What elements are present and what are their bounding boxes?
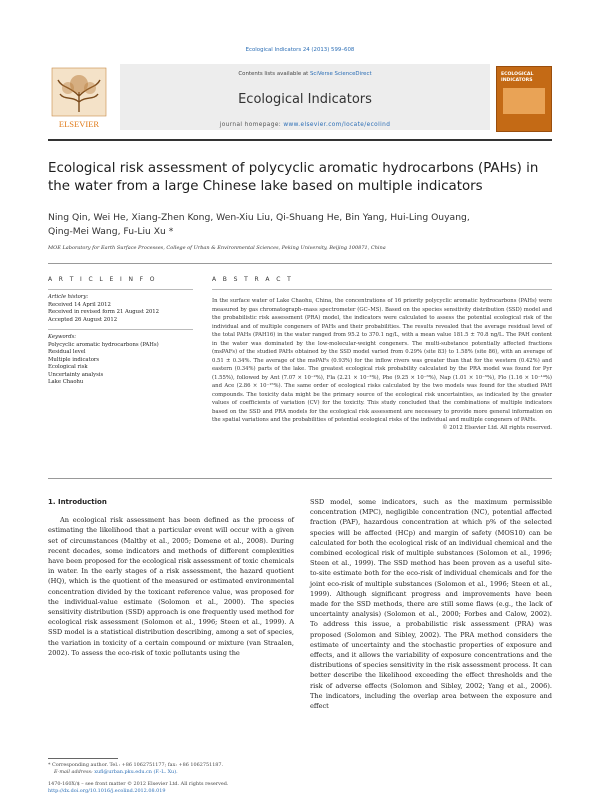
history-label: Article history: xyxy=(48,294,89,300)
journal-masthead xyxy=(48,64,552,137)
affiliation: MOE Laboratory for Earth Surface Processes, College of Urban & Environmental Sciences, Peking University, Beijing 100871, China xyxy=(48,245,386,251)
email-link[interactable]: xufl@urban.pku.edu.cn (F.-L. Xu). xyxy=(94,769,178,775)
abstract-heading: A B S T R A C T xyxy=(212,276,294,283)
keywords-rule xyxy=(48,329,193,330)
abstract-text: In the surface water of Lake Chaohu, China, the concentrations of 16 priority polycyclic aromatic hydrocarbons (PAHs) were measured by gas chromatograph–mass spectrometer (GC–MS). Based on the species sensitivity distribution (SSD) model and the probabilistic risk assessment (PRA) model, the indicators were calculated to assess the potential ecological risk of the individual and of multiple congeners of PAHs and their probabilities. The results revealed that the average residual level of the total PAHs (PAH16) in the water ranged from 95.2 to 370.1 ng/L, with a mean value 181.5 ± 70.8 ng/L. The PAH content in the water was dominated by the low-molecular-weight congeners. The multi-substance potentially affected fractions (msPAFs) of the studied PAHs obtained by the SSD model varied from 0.29% (site 83) to 1.58% (site 86), with an average of 0.51 ± 0.34%. The average of the msPAFs (0.93%) for the inflow rivers was greater than that for the western (0.42%) and eastern (0.34%) parts of the lake. The greatest ecological risk probability calculated by the PRA model was found for Pyr (1.55%), followed by Ant (7.07 × 10⁻²%), Fla (2.21 × 10⁻²%), Phe (9.25 × 10⁻⁶%), Nap (1.01 × 10⁻⁵%), Flo (1.16 × 10⁻¹⁴%) and Ace (2.86 × 10⁻¹⁵%). The same order of ecological risks calculated by the two models was found for the studied PAH compounds. The toxicity data might be the primary source of the ecological risk uncertainties, as indicated by the greater values of coefficients of variation (CV) for the toxicity. This study concluded that the combinations of multiple indicators based on the SSD and PRA models for the ecological risk assessment are necessary to provide more general information on the spatial variations and the probabilities of potential ecological risks of the individual and multiple congeners of PAHs. xyxy=(212,298,552,423)
authors-line-2[interactable]: Qing-Mei Wang, Fu-Liu Xu * xyxy=(48,226,174,237)
intro-paragraph-1: An ecological risk assessment has been defined as the process of estimating the likelihood that a particular event will occur with a given set of circumstances (Maltby et al., 2005; Domene et al., 2008). During recent decades, some indicators and methods of different complexities have been proposed for the ecological risk assessment of toxic chemicals in water. In the early stages of a risk assessment, the hazard quotient (HQ), which is the quotient of the measured or estimated environmental concentration divided by the toxicant reference value, was proposed for the individual-value estimate (Solomon et al., 2000). The species sensitivity distribution (SSD) approach is one frequently used method for ecological risk assessment (Solomon et al., 1996; Steen et al., 1999). A SSD model is a statistical distribution describing, among a set of species, the variation in toxicity of a certain compound or mixture (van Straalen, 2002). To assess the eco-risk of toxic pollutants using the xyxy=(48,516,294,657)
journal-citation[interactable]: Ecological Indicators 24 (2013) 599–608 xyxy=(245,47,355,53)
footnote-divider xyxy=(48,758,118,759)
email-label: E-mail address: xyxy=(54,769,93,775)
abstract-divider xyxy=(48,478,552,479)
authors-line-1[interactable]: Ning Qin, Wei He, Xiang-Zhen Kong, Wen-Xiu Liu, Qi-Shuang He, Bin Yang, Hui-Ling Ouyang, xyxy=(48,212,470,223)
corresponding-author-note: * Corresponding author. Tel.: +86 1062751177; fax: +86 1062751187. xyxy=(48,762,224,768)
section-heading-introduction: 1. Introduction xyxy=(48,498,107,506)
keyword-item: Lake Chaohu xyxy=(48,379,84,385)
body-column-right xyxy=(310,497,552,711)
keywords-list xyxy=(48,334,193,387)
email-note xyxy=(48,769,294,776)
journal-name: Ecological Indicators xyxy=(238,92,372,107)
abstract-rule xyxy=(212,289,552,290)
issn-line: 1470-160X/$ – see front matter © 2012 Elsevier Ltd. All rights reserved. xyxy=(48,781,229,787)
article-info-heading: A R T I C L E I N F O xyxy=(48,276,157,283)
homepage-line xyxy=(120,122,490,128)
copyright-notice: © 2012 Elsevier Ltd. All rights reserved. xyxy=(442,424,552,431)
keyword-item: Ecological risk xyxy=(48,364,88,370)
footnotes xyxy=(48,762,294,776)
front-matter xyxy=(48,781,294,794)
elsevier-logo[interactable] xyxy=(48,66,110,132)
abstract-panel xyxy=(212,276,552,431)
keyword-item: Multiple indicators xyxy=(48,356,100,363)
tree-logo-icon xyxy=(48,66,110,132)
doi-link[interactable]: http://dx.doi.org/10.1016/j.ecolind.2012.08.019 xyxy=(48,787,166,794)
masthead-center xyxy=(120,64,490,130)
title-divider xyxy=(48,263,552,264)
keyword-item: Polycyclic aromatic hydrocarbons (PAHs) xyxy=(48,341,159,348)
article-info-panel xyxy=(48,276,193,387)
keyword-item: Residual level xyxy=(48,349,86,355)
publisher-wordmark: ELSEVIER xyxy=(58,119,100,129)
received-date: Received 14 April 2012 xyxy=(48,301,111,308)
journal-cover-thumbnail[interactable] xyxy=(496,66,552,132)
accepted-date: Accepted 26 August 2012 xyxy=(48,316,118,323)
article-history xyxy=(48,294,193,324)
contents-line xyxy=(120,71,490,77)
homepage-link[interactable]: www.elsevier.com/locate/ecolind xyxy=(283,122,391,128)
article-info-rule xyxy=(48,289,193,290)
masthead-divider xyxy=(48,139,552,141)
homepage-prefix: journal homepage: xyxy=(219,122,284,128)
cover-image xyxy=(503,88,545,114)
keywords-label: Keywords: xyxy=(48,334,77,340)
intro-paragraph-2: SSD model, some indicators, such as the maximum permissible concentration (MPC), negligible concentration (NC), potential affected fraction (PAF), hazardous concentration at which p% of the selected species will be affected (HCp) and margin of safety (MOS10) can be calculated for both the ecological risk of an individual chemical and the combined ecological risk of multiple substances (Solomon et al., 1996; Steen et al., 1999). The SSD method has been proven as a useful site-to-site estimate both for the eco-risk of individual chemicals and for the joint eco-risk of multiple substances (Solomon et al., 1996; Steen et al., 1999). Although significant progress and improvements have been made for the SSD methods, there are still some flaws (e.g., the lack of uncertainty analysis) (Solomon et al., 2000; Forbes and Calow, 2002). To address this issue, a probabilistic risk assessment (PRA) was proposed (Solomon and Sibley, 2002). The PRA method considers the estimate of uncertainty and the stochastic properties of exposure and effects, and it allows the variability of exposure concentrations and the distributions of species sensitivity in the risk assessment process. It can better describe the likelihood exceeding the effect thresholds and the risk of adverse effects (Solomon and Sibley, 2002; Yang et al., 2006). The indicators, including the overlap area between the exposure and effect xyxy=(310,498,552,711)
revised-date: Received in revised form 21 August 2012 xyxy=(48,309,160,315)
sciencedirect-link[interactable]: SciVerse ScienceDirect xyxy=(310,71,372,77)
body-column-left xyxy=(48,497,294,658)
keyword-item: Uncertainty analysis xyxy=(48,371,104,378)
cover-title: ECOLOGICAL INDICATORS xyxy=(501,72,534,83)
contents-prefix: Contents lists available at xyxy=(238,71,310,77)
article-title: Ecological risk assessment of polycyclic aromatic hydrocarbons (PAHs) in the water from a large Chinese lake based on multiple indicators xyxy=(48,161,539,194)
author-list xyxy=(48,211,552,239)
